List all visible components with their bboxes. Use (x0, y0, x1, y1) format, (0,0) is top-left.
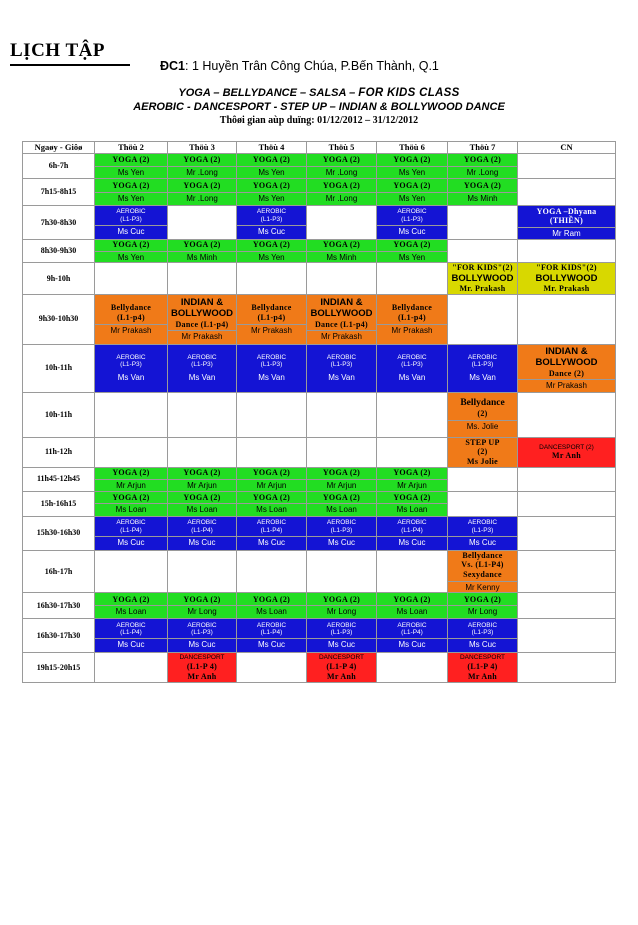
class-cell: DANCESPORT (L1-P 4) Mr Anh (448, 653, 518, 683)
class-cell: INDIAN & BOLLYWOOD Dance (L1-p4) Mr Prakash (307, 294, 377, 344)
class-cell: YOGA (2) Mr Arjun (307, 467, 377, 491)
class-cell: YOGA (2) Ms Yen (377, 240, 448, 263)
empty-cell (377, 550, 448, 592)
subtitle-line-1 (0, 87, 638, 99)
time-cell: 11h-12h (23, 437, 95, 467)
empty-cell (307, 437, 377, 467)
class-cell: AEROBIC (L1-P4) Ms Cuc (237, 516, 307, 550)
class-cell: YOGA (2) Mr .Long (307, 154, 377, 179)
table-row (23, 154, 616, 179)
time-cell: 8h30-9h30 (23, 240, 95, 263)
class-cell: YOGA (2) Mr .Long (168, 179, 237, 206)
class-cell: YOGA (2) Ms Loan (168, 491, 237, 516)
class-cell: AEROBIC (L1-P3) Ms Cuc (448, 619, 518, 653)
empty-cell (518, 593, 616, 619)
empty-cell (168, 437, 237, 467)
empty-cell (448, 294, 518, 344)
time-cell: 16h30-17h30 (23, 619, 95, 653)
class-cell: YOGA (2) Mr .Long (168, 154, 237, 179)
address (160, 59, 439, 73)
class-cell: AEROBIC (L1-P4) Ms Cuc (95, 516, 168, 550)
empty-cell (518, 240, 616, 263)
class-cell: YOGA (2) Ms Loan (237, 593, 307, 619)
class-cell: YOGA (2) Mr Long (168, 593, 237, 619)
empty-cell (518, 179, 616, 206)
empty-cell (518, 294, 616, 344)
empty-cell (448, 240, 518, 263)
class-cell: YOGA (2) Ms Yen (237, 179, 307, 206)
class-cell: Bellydance (L1-p4) Mr Prakash (95, 294, 168, 344)
header-row (23, 142, 616, 154)
empty-cell (518, 550, 616, 592)
time-cell: 10h-11h (23, 344, 95, 392)
class-cell: YOGA (2) Mr Arjun (95, 467, 168, 491)
time-cell: 9h-10h (23, 263, 95, 295)
empty-cell (518, 467, 616, 491)
class-cell: YOGA (2) Ms Yen (377, 179, 448, 206)
col-header-sat: Thöù 7 (448, 142, 518, 154)
class-cell: AEROBIC (L1-P3) Ms Van (307, 344, 377, 392)
empty-cell (168, 206, 237, 240)
empty-cell (95, 392, 168, 437)
class-cell: Bellydance Vs. (L1-P4) Sexydance Mr Kenny (448, 550, 518, 592)
class-cell: Bellydance (L1-p4) Mr Prakash (377, 294, 448, 344)
class-cell: AEROBIC (L1-P3) Ms Van (377, 344, 448, 392)
time-cell: 6h-7h (23, 154, 95, 179)
class-cell: "FOR KIDS"(2) BOLLYWOOD Mr. Prakash (448, 263, 518, 295)
schedule-table (22, 141, 616, 683)
class-cell: YOGA (2) Mr .Long (307, 179, 377, 206)
class-cell: YOGA (2) Ms Minh (168, 240, 237, 263)
col-header-fri: Thöù 6 (377, 142, 448, 154)
class-cell: AEROBIC (L1-P3) Ms Van (168, 344, 237, 392)
table-row (23, 653, 616, 683)
class-cell: AEROBIC (L1-P3) Ms Cuc (168, 619, 237, 653)
time-cell: 10h-11h (23, 392, 95, 437)
class-cell: AEROBIC (L1-P3) Ms Cuc (307, 516, 377, 550)
subtitle-line-2: AEROBIC - DANCESPORT - STEP UP – INDIAN & BOLLYWOOD DANCE (133, 101, 505, 113)
empty-cell (237, 392, 307, 437)
empty-cell (237, 550, 307, 592)
empty-cell (95, 653, 168, 683)
time-cell: 7h15-8h15 (23, 179, 95, 206)
class-cell: AEROBIC (L1-P3) Ms Cuc (95, 206, 168, 240)
class-cell: YOGA (2) Mr Arjun (168, 467, 237, 491)
class-cell: AEROBIC (L1-P3) Ms Van (95, 344, 168, 392)
time-cell: 19h15-20h15 (23, 653, 95, 683)
table-row (23, 437, 616, 467)
table-row (23, 263, 616, 295)
class-cell: YOGA –Dhyana (THIỀN) Mr Ram (518, 206, 616, 240)
class-cell: YOGA (2) Mr Long (448, 593, 518, 619)
empty-cell (377, 263, 448, 295)
class-cell: "FOR KIDS"(2) BOLLYWOOD Mr. Prakash (518, 263, 616, 295)
for-kids-label: FOR KIDS CLASS (358, 87, 460, 99)
empty-cell (307, 206, 377, 240)
empty-cell (377, 437, 448, 467)
col-header-sun: CN (518, 142, 616, 154)
class-cell: YOGA (2) Ms Yen (95, 240, 168, 263)
table-row (23, 294, 616, 344)
empty-cell (518, 392, 616, 437)
class-cell: STEP UP (2) Ms Jolie (448, 437, 518, 467)
class-cell: INDIAN & BOLLYWOOD Dance (L1-p4) Mr Prakash (168, 294, 237, 344)
table-row (23, 344, 616, 392)
empty-cell (448, 491, 518, 516)
empty-cell (518, 653, 616, 683)
col-header-mon: Thöù 2 (95, 142, 168, 154)
class-cell: AEROBIC (L1-P3) Ms Cuc (377, 206, 448, 240)
class-cell: DANCESPORT (L1-P 4) Mr Anh (307, 653, 377, 683)
address-text: : 1 Huyền Trân Công Chúa, P.Bến Thành, Q.1 (185, 59, 439, 73)
title-underline (10, 64, 130, 66)
empty-cell (307, 392, 377, 437)
table-row (23, 593, 616, 619)
time-cell: 7h30-8h30 (23, 206, 95, 240)
class-cell: YOGA (2) Mr Arjun (237, 467, 307, 491)
class-cell: YOGA (2) Ms Yen (95, 154, 168, 179)
class-cell: YOGA (2) Ms Yen (237, 154, 307, 179)
class-cell: AEROBIC (L1-P4) Ms Cuc (168, 516, 237, 550)
col-header-tue: Thöù 3 (168, 142, 237, 154)
class-cell: AEROBIC (L1-P4) Ms Cuc (95, 619, 168, 653)
class-cell: AEROBIC (L1-P4) Ms Cuc (377, 516, 448, 550)
date-range: Thôøi gian aùp duïng: 01/12/2012 – 31/12/2012 (219, 115, 419, 126)
col-header-thu: Thöù 5 (307, 142, 377, 154)
table-row (23, 467, 616, 491)
class-cell: DANCESPORT (2) Mr Anh (518, 437, 616, 467)
empty-cell (95, 437, 168, 467)
class-cell: YOGA (2) Ms Minh (448, 179, 518, 206)
empty-cell (237, 263, 307, 295)
page-title: LỊCH TẬP (10, 40, 105, 61)
empty-cell (95, 550, 168, 592)
empty-cell (168, 263, 237, 295)
class-cell: YOGA (2) Ms Loan (95, 593, 168, 619)
time-cell: 15h30-16h30 (23, 516, 95, 550)
class-cell: Bellydance (2) Ms. Jolie (448, 392, 518, 437)
class-cell: YOGA (2) Ms Loan (377, 491, 448, 516)
address-label: ĐC1 (160, 59, 186, 73)
class-cell: AEROBIC (L1-P4) Ms Cuc (377, 619, 448, 653)
class-cell: AEROBIC (L1-P3) Ms Cuc (448, 516, 518, 550)
class-cell: INDIAN & BOLLYWOOD Dance (2) Mr Prakash (518, 344, 616, 392)
class-cell: YOGA (2) Ms Yen (95, 179, 168, 206)
class-cell: YOGA (2) Ms Yen (237, 240, 307, 263)
col-header-wed: Thöù 4 (237, 142, 307, 154)
table-row (23, 619, 616, 653)
class-cell: YOGA (2) Ms Loan (307, 491, 377, 516)
empty-cell (377, 653, 448, 683)
class-cell: AEROBIC (L1-P3) Ms Cuc (237, 206, 307, 240)
class-cell: YOGA (2) Mr Arjun (377, 467, 448, 491)
class-cell: YOGA (2) Mr Long (307, 593, 377, 619)
empty-cell (307, 263, 377, 295)
empty-cell (168, 550, 237, 592)
table-row (23, 206, 616, 240)
empty-cell (448, 206, 518, 240)
class-cell: YOGA (2) Ms Minh (307, 240, 377, 263)
time-cell: 16h-17h (23, 550, 95, 592)
table-row (23, 516, 616, 550)
time-cell: 15h-16h15 (23, 491, 95, 516)
class-cell: YOGA (2) Ms Loan (237, 491, 307, 516)
class-cell: YOGA (2) Ms Loan (95, 491, 168, 516)
table-row (23, 240, 616, 263)
table-row (23, 550, 616, 592)
class-cell: AEROBIC (L1-P3) Ms Cuc (307, 619, 377, 653)
time-cell: 9h30-10h30 (23, 294, 95, 344)
class-cell: YOGA (2) Mr .Long (448, 154, 518, 179)
table-row (23, 392, 616, 437)
classes-list-1: YOGA – BELLYDANCE – SALSA – (178, 87, 359, 99)
empty-cell (518, 516, 616, 550)
class-cell: YOGA (2) Ms Loan (377, 593, 448, 619)
empty-cell (377, 392, 448, 437)
col-header-time: Ngaøy - Giôø (23, 142, 95, 154)
class-cell: YOGA (2) Ms Yen (377, 154, 448, 179)
empty-cell (518, 619, 616, 653)
time-cell: 16h30-17h30 (23, 593, 95, 619)
class-cell: Bellydance (L1-p4) Mr Prakash (237, 294, 307, 344)
table-row (23, 179, 616, 206)
table-row (23, 491, 616, 516)
empty-cell (448, 467, 518, 491)
empty-cell (237, 437, 307, 467)
empty-cell (518, 491, 616, 516)
time-cell: 11h45-12h45 (23, 467, 95, 491)
empty-cell (518, 154, 616, 179)
empty-cell (307, 550, 377, 592)
class-cell: AEROBIC (L1-P3) Ms Van (448, 344, 518, 392)
class-cell: AEROBIC (L1-P3) Ms Van (237, 344, 307, 392)
class-cell: DANCESPORT (L1-P 4) Mr Anh (168, 653, 237, 683)
empty-cell (168, 392, 237, 437)
empty-cell (237, 653, 307, 683)
empty-cell (95, 263, 168, 295)
class-cell: AEROBIC (L1-P4) Ms Cuc (237, 619, 307, 653)
